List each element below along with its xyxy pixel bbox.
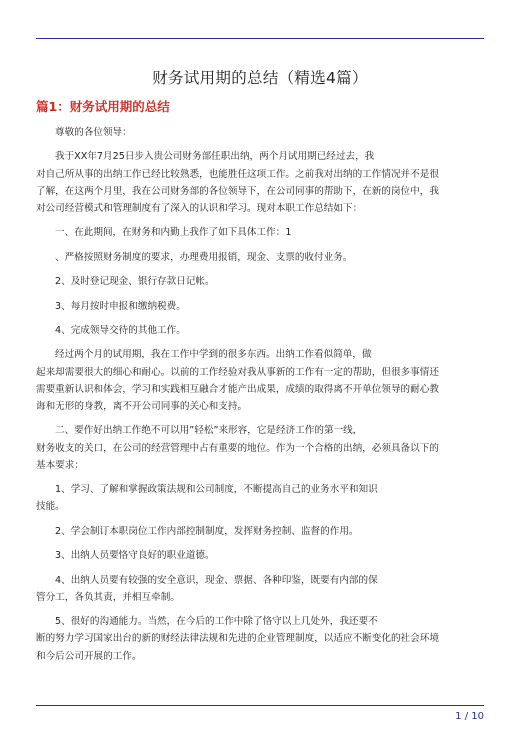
- paragraph: [36, 224, 484, 241]
- text-line: 财务收支的关口，在公司的经营管理中占有重要的地位。作为一个合格的出纳，必须具备以下的: [36, 442, 439, 454]
- text-line: 需要重新认识和体会，学习和实践相互融合才能产出成果，成绩的取得离不开单位领导的耐心教: [36, 383, 439, 395]
- paragraph: [36, 422, 484, 474]
- text-line: 4、完成领导交待的其他工作。: [55, 324, 186, 336]
- paragraph: [36, 572, 484, 606]
- text-line: 二、要作好出纳工作绝不可以用”轻松”来形容，它是经济工作的第一线，: [55, 425, 363, 437]
- header-rule: [36, 38, 484, 39]
- paragraph: [36, 613, 484, 665]
- document-title: 财务试用期的总结（精选4篇）: [152, 69, 368, 87]
- footer-rule: [36, 705, 484, 706]
- page-number: 1 / 10: [455, 711, 484, 722]
- text-line: 4、出纳人员要有较强的安全意识，现金、票据、各种印鉴，既要有内部的保: [55, 574, 378, 586]
- text-line: 断的努力学习国家出台的新的财经法律法规和先进的企业管理制度，以适应不断变化的社会环境: [36, 633, 439, 645]
- text-line: 经过两个月的试用期，我在工作中学到的很多东西。出纳工作看似简单，做: [55, 349, 372, 361]
- paragraph: [36, 322, 484, 339]
- text-line: 3、出纳人员要恪守良好的职业道德。: [55, 550, 215, 562]
- text-line: 起来却需要很大的细心和耐心。以前的工作经验对我从事新的工作有一定的帮助，但很多事情还: [36, 366, 439, 378]
- text-line: 对公司经营模式和管理制度有了深入的认识和学习。现对本职工作总结如下：: [36, 203, 363, 214]
- text-line: 2、学会制订本职岗位工作内部控制制度，发挥财务控制、监督的作用。: [55, 525, 359, 537]
- text-line: 、严格按照财务制度的要求，办理费用报销，现金、支票的收付业务。: [55, 251, 353, 263]
- text-line: 对自己所从事的出纳工作已经比较熟悉，也能胜任这项工作。之前我对出纳的工作情况并不是很: [36, 168, 439, 180]
- paragraph: [36, 523, 484, 540]
- text-line: 5、很好的沟通能力。当然，在今后的工作中除了恪守以上几处外，我还要不: [55, 616, 378, 628]
- paragraph: [36, 148, 484, 217]
- text-line: 我于XX年7月25日步入贵公司财务部任职出纳，两个月试用期已经过去，我: [55, 151, 375, 163]
- text-line: 3、每月按时申报和缴纳税费。: [55, 300, 186, 312]
- paragraph: [36, 273, 484, 290]
- text-line: 尊敬的各位领导：: [55, 127, 132, 138]
- text-line: 基本要求：: [36, 459, 84, 471]
- paragraph: [36, 124, 484, 141]
- text-line: 技能。: [36, 501, 65, 513]
- paragraph: [36, 481, 484, 515]
- paragraph: [36, 298, 484, 315]
- text-line: 了解，在这两个月里，我在公司财务部的各位领导下，在公司同事的帮助下，在新的岗位中，我: [36, 185, 439, 197]
- text-line: 1、学习、了解和掌握政策法规和公司制度，不断提高自己的业务水平和知识: [55, 484, 378, 496]
- section-heading: 篇1：财务试用期的总结: [36, 99, 170, 114]
- paragraph: [36, 346, 484, 415]
- text-line: 管分工，各负其责，并相互牵制。: [36, 591, 180, 603]
- text-line: 和今后公司开展的工作。: [36, 650, 142, 662]
- paragraph: [36, 547, 484, 564]
- text-line: 诲和无形的身教，离不开公司同事的关心和支持。: [36, 400, 248, 412]
- document-body: [36, 124, 484, 672]
- text-line: 一、在此期间，在财务和内勤上我作了如下具体工作：1: [55, 227, 292, 239]
- paragraph: [36, 249, 484, 266]
- text-line: 2、及时登记现金、银行存款日记帐。: [55, 276, 215, 288]
